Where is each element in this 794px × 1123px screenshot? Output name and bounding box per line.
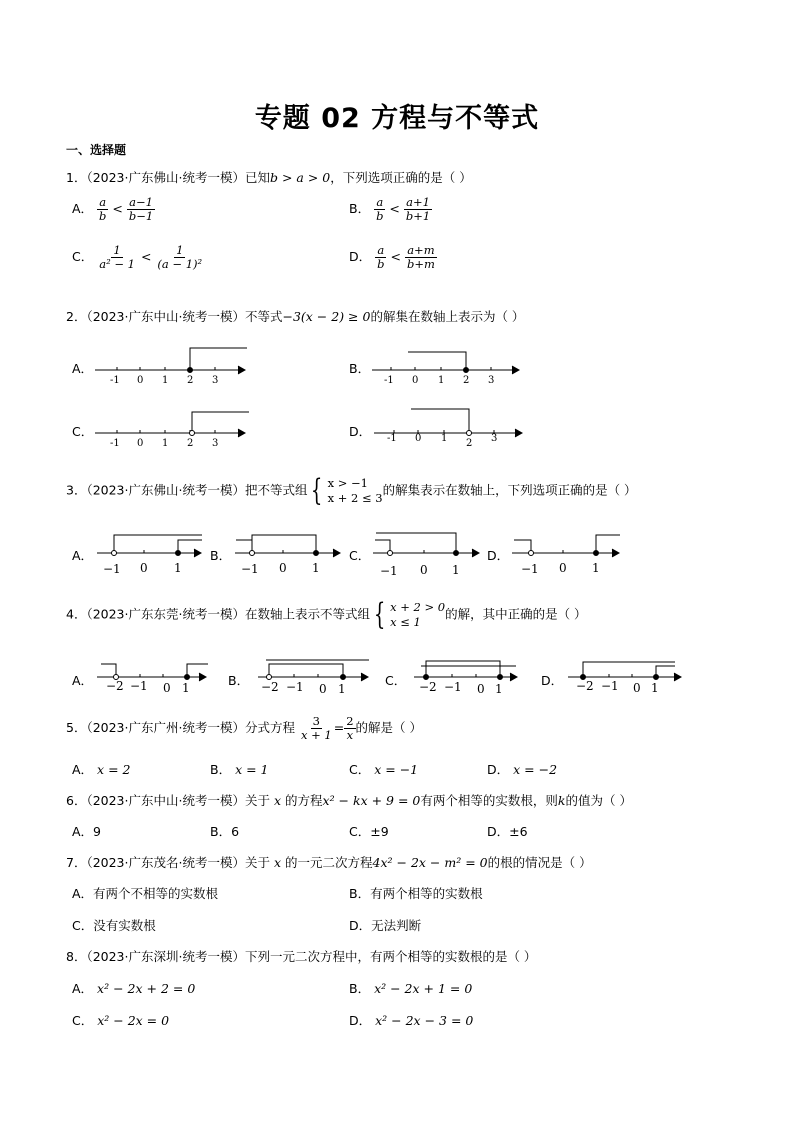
q4-inequality-system: { x + 2 > 0 x ≤ 1 xyxy=(373,597,446,632)
q3-option-b-label[interactable]: B． xyxy=(210,548,232,563)
q4-b-number-line[interactable] xyxy=(258,660,369,681)
question-7-stem: 7．（2023·广东茂名·统考一模）关于 x 的一元二次方程4x² − 2x − m² = 0的根的情况是（ ） xyxy=(66,855,592,870)
q7-option-b[interactable]: B．有两个相等的实数根 xyxy=(349,886,483,901)
question-8-stem: 8．（2023·广东深圳·统考一模）下列一元二次方程中，有两个相等的实数根的是（ ） xyxy=(66,949,537,964)
q5-right-fraction: $\frac{2}{x}$ xyxy=(346,714,354,742)
q8-option-c[interactable]: C． x² − 2x = 0 xyxy=(72,1013,170,1028)
tick-label: 0 xyxy=(415,433,422,444)
tick-label: 3 xyxy=(212,438,219,449)
q5-option-c[interactable]: C． x = −1 xyxy=(349,762,419,777)
q2-option-b-label[interactable]: B． xyxy=(349,361,371,376)
tick-label: 2 xyxy=(463,375,470,386)
q7-option-a[interactable]: A．有两个不相等的实数根 xyxy=(72,886,219,901)
q1-condition: b > a > 0 xyxy=(269,170,331,185)
q5-option-a[interactable]: A． x = 2 xyxy=(72,762,131,777)
q6-equation: x² − kx + 9 = 0 xyxy=(322,793,421,808)
q7-equation: 4x² − 2x − m² = 0 xyxy=(372,855,488,870)
tick-label: −1 xyxy=(444,680,462,694)
tick-labels xyxy=(110,375,497,449)
q2-a-number-line[interactable] xyxy=(95,348,247,374)
tick-label: 2 xyxy=(187,438,194,449)
tick-label: 1 xyxy=(174,561,182,575)
tick-label: −2 xyxy=(576,679,594,693)
tick-label: 1 xyxy=(182,681,190,695)
tick-label: −2 xyxy=(106,679,124,693)
q3-b-number-line[interactable] xyxy=(235,535,340,557)
q6-option-b[interactable]: B．6 xyxy=(210,824,240,839)
tick-label: 0 xyxy=(163,681,171,695)
q4-option-c-label[interactable]: C． xyxy=(385,673,407,688)
tick-label: 2 xyxy=(187,375,194,386)
tick-label: 0 xyxy=(477,682,485,696)
tick-label: -1 xyxy=(110,438,120,449)
tick-label: −1 xyxy=(521,562,539,576)
section-heading: 一、选择题 xyxy=(66,143,127,157)
q6-option-d[interactable]: D．±6 xyxy=(487,824,528,839)
tick-label: -1 xyxy=(384,375,394,386)
q4-option-a-label[interactable]: A． xyxy=(72,673,94,688)
q4-c-number-line[interactable] xyxy=(414,661,517,681)
question-5-stem: 5．（2023·广东广州·统考一模）分式方程 $\frac{3}{x + 1}$ = $\frac{2}{x}$ 的解是（ ） xyxy=(66,714,422,742)
q2-c-number-line[interactable] xyxy=(95,412,249,437)
q3-option-d-label[interactable]: D． xyxy=(487,548,510,563)
tick-label: −1 xyxy=(130,679,148,693)
tick-label: 1 xyxy=(651,681,659,695)
tick-label: 0 xyxy=(420,563,428,577)
tick-label: 1 xyxy=(592,561,600,575)
tick-label: 3 xyxy=(212,375,219,386)
tick-label: 3 xyxy=(488,375,495,386)
q3-d-number-line[interactable] xyxy=(512,535,620,557)
tick-label: 1 xyxy=(162,438,169,449)
q6-option-c[interactable]: C．±9 xyxy=(349,824,389,839)
tick-label: −2 xyxy=(261,680,279,694)
tick-label: −1 xyxy=(286,680,304,694)
tick-label: 0 xyxy=(319,682,327,696)
tick-label: 1 xyxy=(312,561,320,575)
q6-option-a[interactable]: A．9 xyxy=(72,824,102,839)
q2-option-a-label[interactable]: A． xyxy=(72,361,94,376)
tick-label: 0 xyxy=(137,375,144,386)
tick-label: 0 xyxy=(633,681,641,695)
tick-label: 1 xyxy=(495,682,503,696)
q3-a-number-line[interactable] xyxy=(97,535,202,557)
q2-option-d-label[interactable]: D． xyxy=(349,424,372,439)
q2-inequality: −3(x − 2) ≥ 0 xyxy=(282,309,371,324)
q3-option-c-label[interactable]: C． xyxy=(349,548,371,563)
question-2-stem: 2．（2023·广东中山·统考一模）不等式−3(x − 2) ≥ 0的解集在数轴上表示为（ ） xyxy=(66,309,525,324)
q2-option-c-label[interactable]: C． xyxy=(72,424,94,439)
tick-label: −1 xyxy=(241,562,259,576)
tick-label: −2 xyxy=(419,680,437,694)
q5-left-fraction: $\frac{3}{x + 1}$ xyxy=(300,714,332,742)
question-4-stem: 4．（2023·广东东莞·统考一模）在数轴上表示不等式组 { x + 2 > 0 x ≤ 1 的解，其中正确的是（ ） xyxy=(66,597,587,632)
q8-option-a[interactable]: A． x² − 2x + 2 = 0 xyxy=(72,981,196,996)
tick-label: −1 xyxy=(103,562,121,576)
tick-label: 0 xyxy=(279,561,287,575)
tick-label: 1 xyxy=(338,682,346,696)
tick-label: 0 xyxy=(559,561,567,575)
tick-label: 0 xyxy=(137,438,144,449)
q2-b-number-line[interactable] xyxy=(372,352,519,374)
q4-option-b-label[interactable]: B． xyxy=(228,673,250,688)
q1-option-c[interactable]: C． $\frac{1}{\text{a² − 1}}$ < $\frac{1}{\text{(a − 1)²}}$ xyxy=(72,243,203,271)
tick-label: -1 xyxy=(110,375,120,386)
page-title: 专题 02 方程与不等式 xyxy=(254,103,540,134)
q7-option-d[interactable]: D．无法判断 xyxy=(349,918,422,933)
question-1-stem: 1．（2023·广东佛山·统考一模）已知b > a > 0，下列选项正确的是（ ） xyxy=(66,170,472,185)
q3-inequality-system: { x > −1 x + 2 ≤ 3 xyxy=(311,473,383,508)
tick-label: 1 xyxy=(452,563,460,577)
tick-label: 1 xyxy=(441,433,448,444)
tick-label: -1 xyxy=(387,433,397,444)
q7-option-c[interactable]: C．没有实数根 xyxy=(72,918,156,933)
q3-c-number-line[interactable] xyxy=(373,533,479,557)
tick-label: 1 xyxy=(438,375,445,386)
tick-label: 2 xyxy=(466,438,473,449)
q5-option-d[interactable]: D． x = −2 xyxy=(487,762,558,777)
question-6-stem: 6．（2023·广东中山·统考一模）关于 x 的方程x² − kx + 9 = 0有两个相等的实数根，则k的值为（ ） xyxy=(66,793,632,808)
tick-label: 0 xyxy=(412,375,419,386)
q8-option-b[interactable]: B． x² − 2x + 1 = 0 xyxy=(349,981,473,996)
tick-label: 3 xyxy=(491,433,498,444)
tick-label: −1 xyxy=(601,679,619,693)
q1-option-d[interactable]: D． $\frac{a}{b}$ < $\frac{a+m}{b+m}$ xyxy=(349,243,435,271)
tick-label: −1 xyxy=(380,564,398,578)
tick-label: 1 xyxy=(162,375,169,386)
question-3-stem: 3．（2023·广东佛山·统考一模）把不等式组 { x > −1 x + 2 ≤ 3 的解集表示在数轴上，下列选项正确的是（ ） xyxy=(66,473,637,508)
q1-option-b[interactable]: B． $\frac{a}{b}$ < $\frac{a+1}{b+1}$ xyxy=(349,195,431,223)
q1-option-a[interactable]: A． $\frac{a}{b}$ < $\frac{a-1}{b-1}$ xyxy=(72,195,154,223)
q3-option-a-label[interactable]: A． xyxy=(72,548,94,563)
q5-option-b[interactable]: B． x = 1 xyxy=(210,762,269,777)
q8-option-d[interactable]: D． x² − 2x − 3 = 0 xyxy=(349,1013,474,1028)
tick-labels-q4 xyxy=(106,679,659,696)
q4-option-d-label[interactable]: D． xyxy=(541,673,564,688)
tick-label: 0 xyxy=(140,561,148,575)
